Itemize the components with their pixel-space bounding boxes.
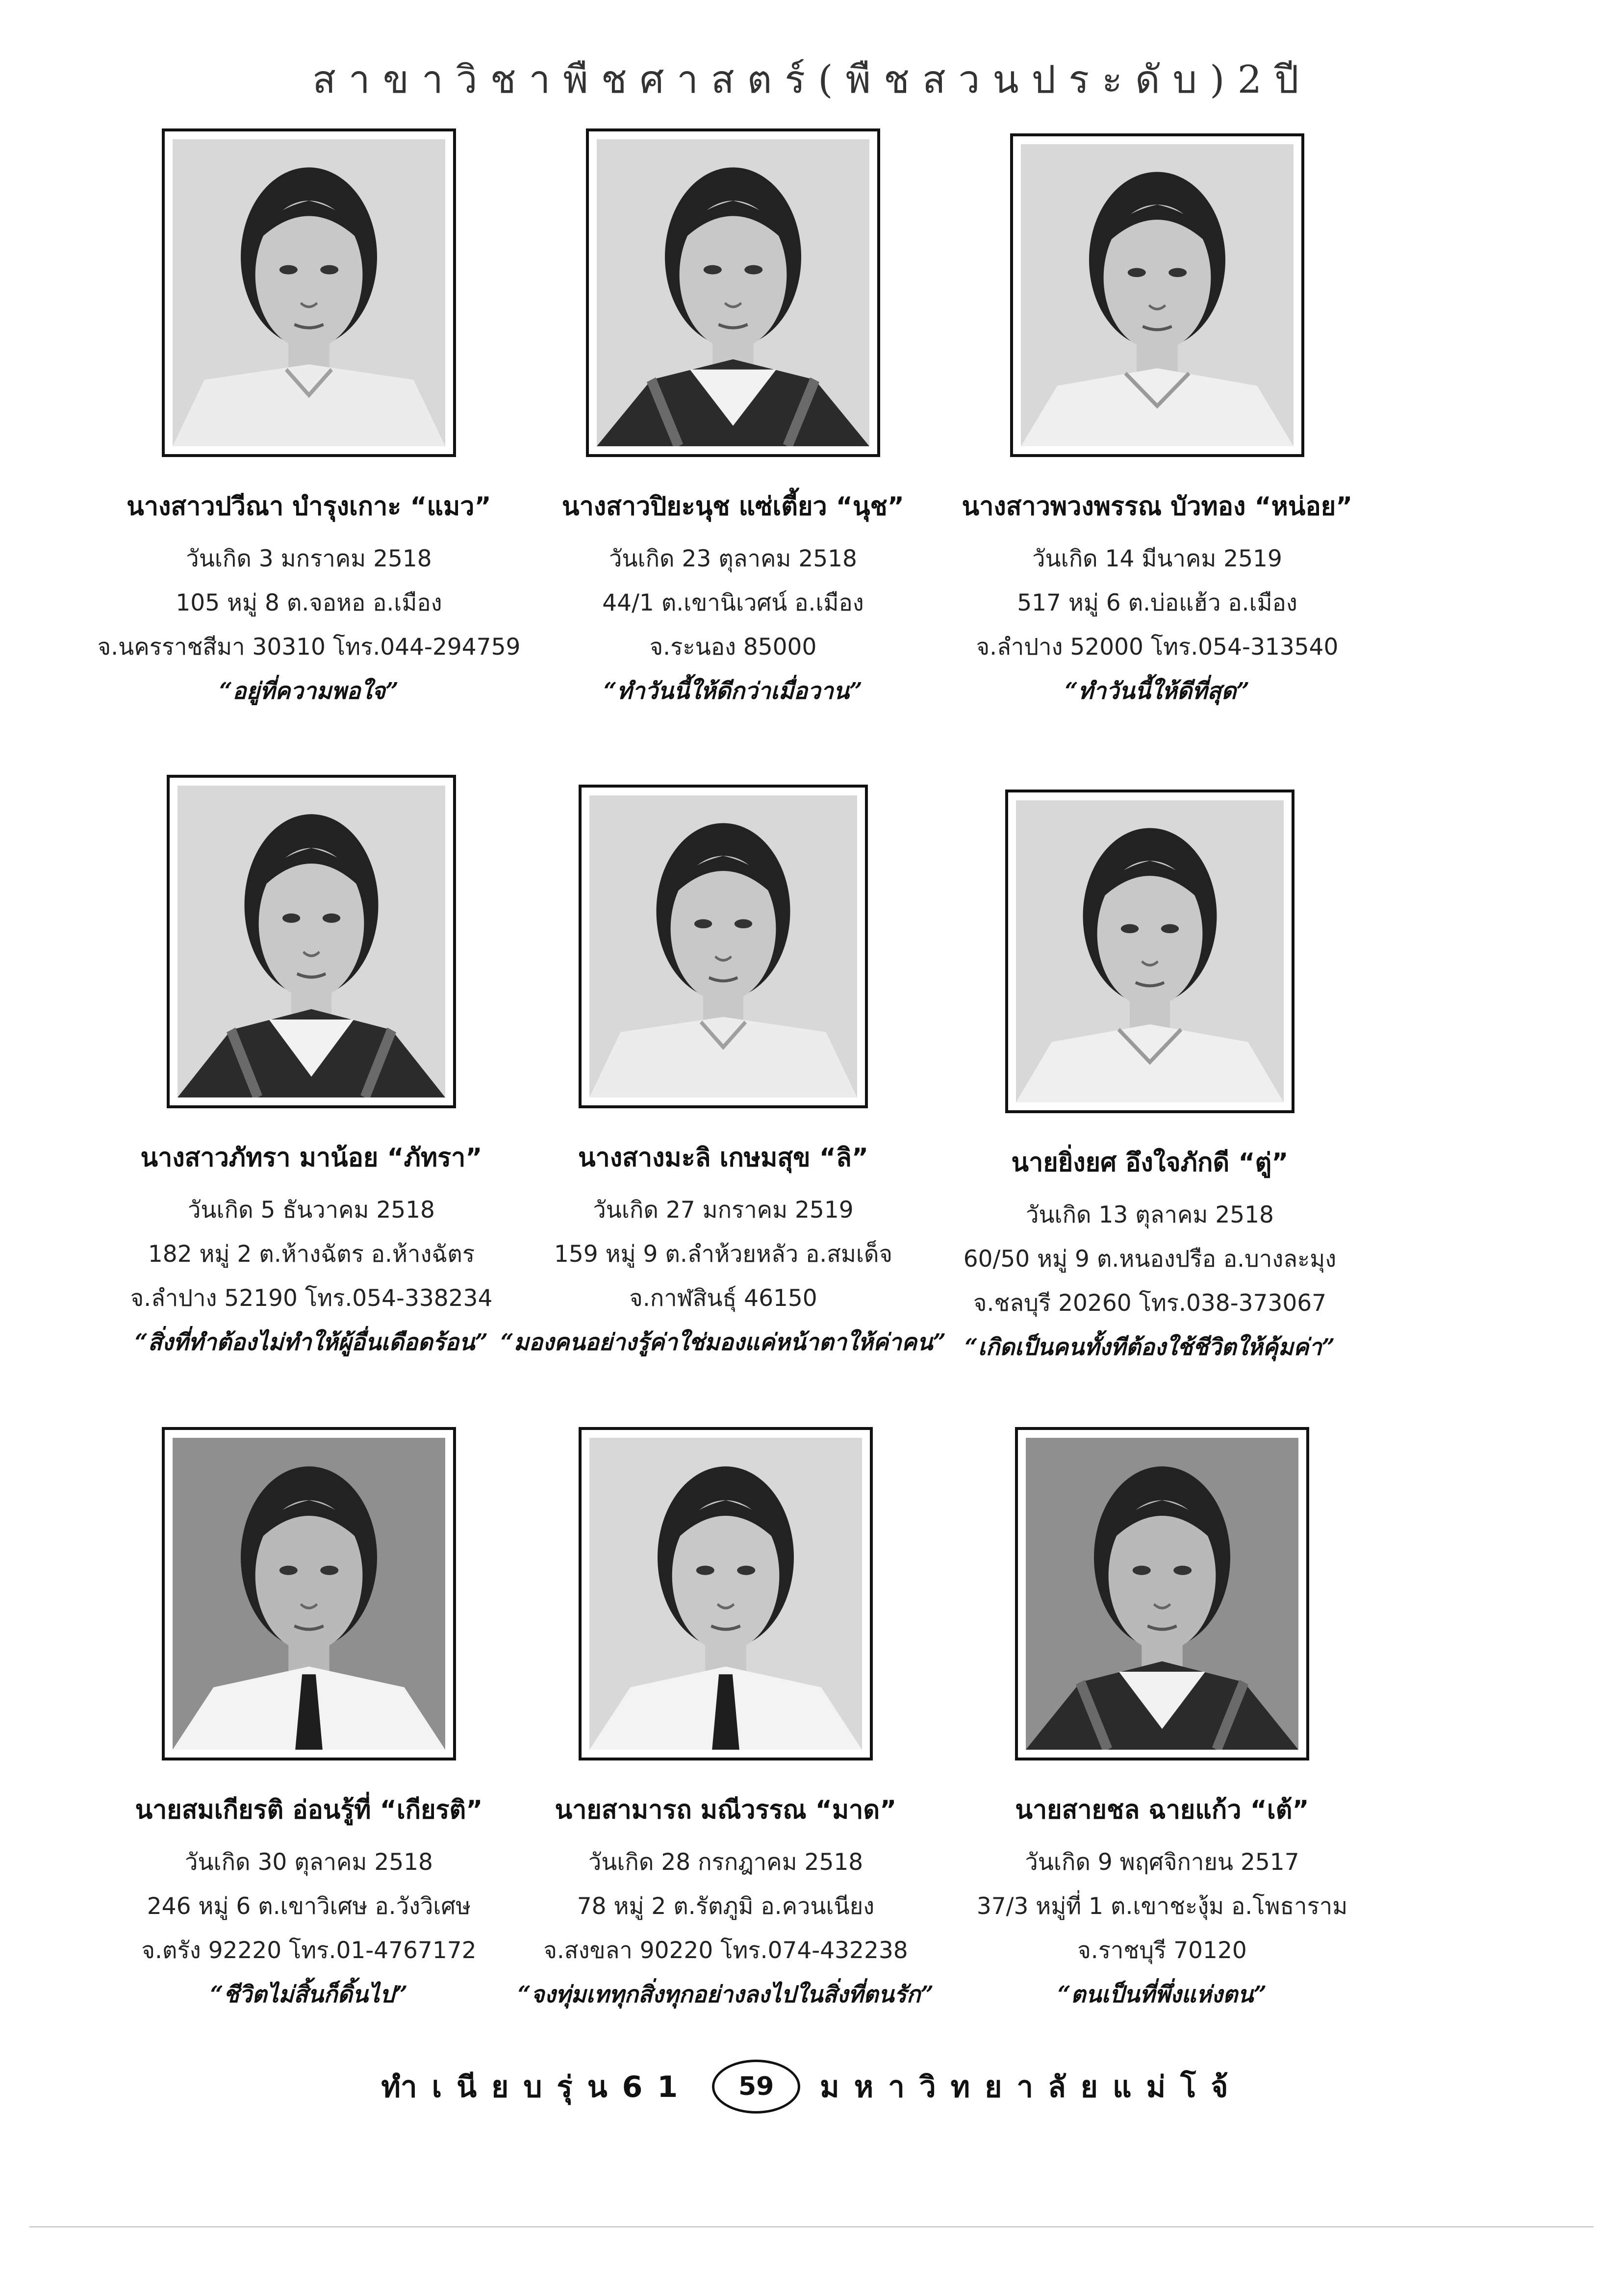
motto: “เกิดเป็นคนทั้งทีต้องใช้ชีวิตให้คุ้มค่า” [964,1334,1335,1361]
portrait-frame [162,1427,456,1760]
birth-date: วันเกิด 14 มีนาคม 2519 [1032,545,1282,572]
birth-date: วันเกิด 5 ธันวาคม 2518 [188,1197,435,1224]
portrait-photo [589,795,857,1097]
motto: “ทำวันนี้ให้ดีที่สุด” [1065,678,1250,705]
motto: “จงทุ่มเททุกสิ่งทุกอย่างลงไปในสิ่งที่ตนรัก” [517,1981,934,2008]
birth-date: วันเกิด 27 มกราคม 2519 [593,1197,854,1224]
footer-publication-title: ทำเนียบรุ่น61 [381,2069,693,2104]
footer-university-name: มหาวิทยาลัยแม่โจ้ [820,2069,1243,2104]
address-province-phone: จ.ตรัง 92220 โทร.01-4767172 [141,1937,477,1964]
student-profile [912,133,1402,714]
address-line: 159 หมู่ 9 ต.ลำห้วยหลัว อ.สมเด็จ [554,1241,893,1268]
student-name: นายสมเกียรติ อ่อนรู้ที่ “เกียรติ” [135,1795,483,1825]
birth-date: วันเกิด 9 พฤศจิกายน 2517 [1025,1849,1299,1876]
bottom-rule [29,2226,1594,2227]
portrait-photo [1016,800,1284,1102]
portrait-frame [1015,1427,1309,1760]
motto: “สิ่งที่ทำต้องไม่ทำให้ผู้อื่นเดือดร้อน” [134,1329,488,1356]
address-line: 182 หมู่ 2 ต.ห้างฉัตร อ.ห้างฉัตร [148,1241,475,1268]
address-line: 78 หมู่ 2 ต.รัตภูมิ อ.ควนเนียง [577,1893,875,1920]
birth-date: วันเกิด 3 มกราคม 2518 [186,545,432,572]
address-province-phone: จ.กาฬสินธุ์ 46150 [629,1285,817,1312]
portrait-frame [586,128,880,457]
page-footer [0,2060,1624,2114]
student-name: นางสางมะลิ เกษมสุข “ลิ” [578,1143,869,1173]
address-line: 44/1 ต.เขานิเวศน์ อ.เมือง [602,589,864,616]
portrait-photo [597,139,869,446]
portrait-frame [167,775,456,1108]
student-name: นายยิ่งยศ อึงใจภักดี “ตู่” [1011,1148,1289,1177]
address-province-phone: จ.สงขลา 90220 โทร.074-432238 [543,1937,908,1964]
student-profile [64,128,554,714]
page-number: 59 [712,2060,800,2114]
birth-date: วันเกิด 23 ตุลาคม 2518 [609,545,857,572]
student-profile [917,1427,1407,2017]
student-profile [478,785,968,1365]
portrait-photo [178,786,445,1097]
portrait-photo [1026,1438,1298,1750]
birth-date: วันเกิด 28 กรกฎาคม 2518 [588,1849,863,1876]
address-province-phone: จ.ลำปาง 52190 โทร.054-338234 [130,1285,493,1312]
motto: “ชีวิตไม่สิ้นก็ดิ้นไป” [210,1981,408,2008]
address-line: 517 หมู่ 6 ต.บ่อแฮ้ว อ.เมือง [1017,589,1297,616]
address-line: 60/50 หมู่ 9 ต.หนองปรือ อ.บางละมุง [963,1246,1337,1273]
birth-date: วันเกิด 30 ตุลาคม 2518 [185,1849,433,1876]
student-profile [905,790,1395,1370]
motto: “ตนเป็นที่พึ่งแห่งตน” [1057,1981,1267,2008]
portrait-frame [579,1427,873,1760]
portrait-photo [173,139,445,446]
motto: “อยู่ที่ความพอใจ” [219,678,399,705]
portrait-frame [162,128,456,457]
address-line: 246 หมู่ 6 ต.เขาวิเศษ อ.วังวิเศษ [147,1893,471,1920]
portrait-photo [589,1438,862,1750]
portrait-photo [1021,144,1294,446]
motto: “ทำวันนี้ให้ดีกว่าเมื่อวาน” [604,678,863,705]
address-line: 37/3 หมู่ที่ 1 ต.เขาชะงุ้ม อ.โพธาราม [976,1893,1348,1920]
address-province-phone: จ.ราชบุรี 70120 [1077,1937,1247,1964]
student-profile [488,128,978,714]
student-name: นางสาวพวงพรรณ บัวทอง “หน่อย” [962,492,1353,521]
portrait-frame [579,785,868,1108]
address-province-phone: จ.นครราชสีมา 30310 โทร.044-294759 [97,634,521,661]
student-name: นายสายชล ฉายแก้ว “เต้” [1015,1795,1309,1825]
address-province-phone: จ.ชลบุรี 20260 โทร.038-373067 [973,1290,1327,1317]
student-name: นางสาวปวีณา บำรุงเกาะ “แมว” [127,492,491,521]
student-name: นางสาวภัทรา มาน้อย “ภัทรา” [140,1143,482,1173]
portrait-frame [1010,133,1304,457]
portrait-frame [1005,790,1294,1113]
student-profile [481,1427,971,2017]
student-name: นายสามารถ มณีวรรณ “มาด” [555,1795,897,1825]
address-province-phone: จ.ระนอง 85000 [649,634,817,661]
page-header: สาขาวิชาพืชศาสตร์(พืชสวนประดับ)2ปี [312,58,1312,102]
address-line: 105 หมู่ 8 ต.จอหอ อ.เมือง [176,589,442,616]
student-name: นางสาวปิยะนุช แซ่เตี้ยว “นุช” [562,492,904,521]
motto: “มองคนอย่างรู้ค่าใช่มองแค่หน้าตาให้ค่าคน” [500,1329,946,1356]
address-province-phone: จ.ลำปาง 52000 โทร.054-313540 [976,634,1339,661]
portrait-photo [173,1438,445,1750]
birth-date: วันเกิด 13 ตุลาคม 2518 [1026,1201,1274,1228]
